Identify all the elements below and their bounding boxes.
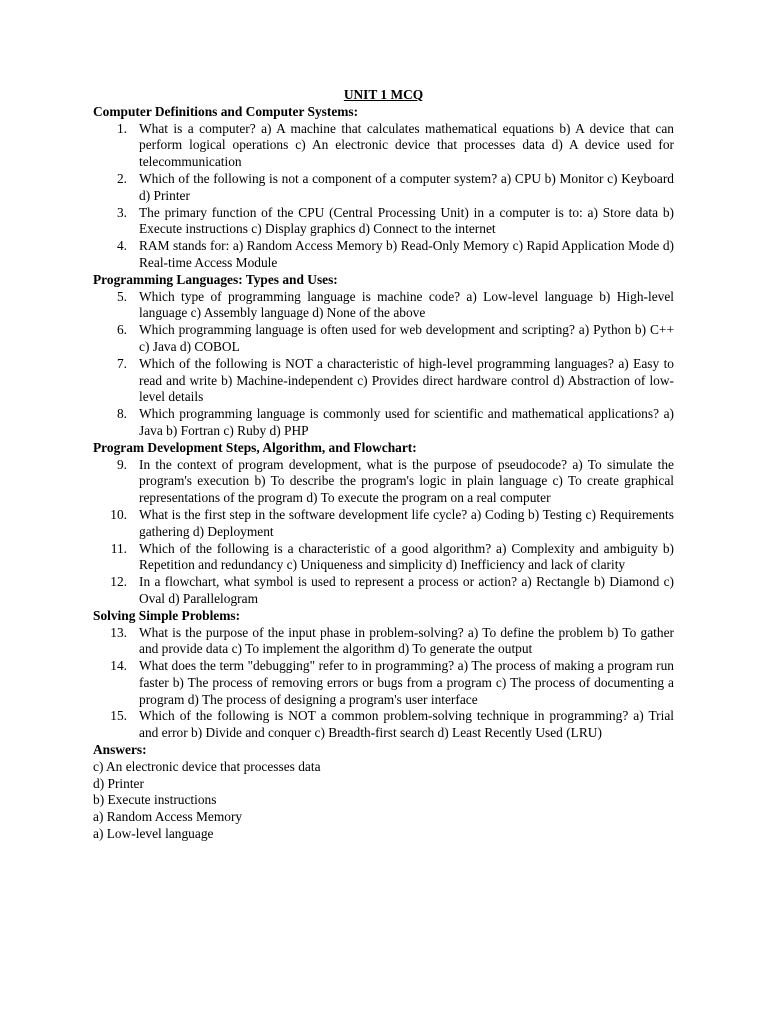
question-text: What is the first step in the software development life cycle? a) Coding b) Testing c) Requirements gathering d) Deployment — [139, 506, 674, 539]
question-item — [93, 507, 674, 541]
answers-heading: Answers: — [93, 742, 147, 758]
question-item — [93, 121, 674, 171]
question-item — [93, 708, 674, 742]
question-number: 7. — [116, 355, 127, 371]
question-item — [93, 574, 674, 608]
question-number: 2. — [116, 170, 127, 186]
question-text: In a flowchart, what symbol is used to represent a process or action? a) Rectangle b) Diamond c) Oval d) Parallelogram — [139, 574, 674, 606]
section-solving-problems — [93, 608, 674, 742]
question-list — [93, 121, 674, 272]
question-item — [93, 356, 674, 406]
question-item — [93, 205, 674, 239]
question-item — [93, 658, 674, 708]
question-text: The primary function of the CPU (Central Processing Unit) in a computer is to: a) Store data b) Execute instructions c) Display graphics d) Connect to the internet — [139, 204, 674, 237]
answer-line: a) Random Access Memory — [93, 809, 243, 825]
question-number: 13. — [110, 624, 127, 640]
question-item — [93, 457, 674, 507]
question-list — [93, 625, 674, 743]
question-text: Which of the following is NOT a common problem-solving technique in programming? a) Trial and error b) Divide and conquer c) Breadth-first search d) Least Recently Used (LRU) — [139, 708, 674, 741]
question-number: 5. — [116, 288, 127, 304]
question-item — [93, 625, 674, 659]
question-number: 4. — [116, 238, 127, 254]
question-number: 3. — [116, 204, 127, 220]
question-text: Which programming language is often used for web development and scripting? a) Python b) C++ c) Java d) COBOL — [139, 322, 674, 354]
question-text: Which of the following is NOT a characteristic of high-level programming languages? a) Easy to read and write b) Machine-independent c) Provides direct hardware control d) Abstraction of low-level details — [139, 355, 674, 405]
question-number: 14. — [110, 658, 127, 674]
question-text: In the context of program development, what is the purpose of pseudocode? a) To simulate the program's execution b) To describe the program's logic in plain language c) To create graphical representations of the program d) To execute the program on a real computer — [139, 456, 674, 506]
question-list — [93, 289, 674, 440]
question-text: Which programming language is commonly used for scientific and mathematical applications? a) Java b) Fortran c) Ruby d) PHP — [139, 406, 674, 438]
question-text: RAM stands for: a) Random Access Memory b) Read-Only Memory c) Rapid Application Mode d) Real-time Access Module — [139, 238, 674, 270]
question-item — [93, 541, 674, 575]
question-text: What is a computer? a) A machine that calculates mathematical equations b) A device that can perform logical operations c) An electronic device that processes data d) A device used for telecommunication — [139, 120, 674, 170]
question-number: 8. — [116, 406, 127, 422]
question-text: What does the term "debugging" refer to in programming? a) The process of making a program run faster b) The process of removing errors or bugs from a program c) The process of documenting a program d) The process of designing a program's user interface — [139, 658, 674, 707]
question-item — [93, 289, 674, 323]
question-item — [93, 238, 674, 272]
section-program-development — [93, 440, 674, 608]
question-number: 9. — [116, 456, 127, 472]
question-number: 12. — [110, 574, 127, 590]
section-heading: Computer Definitions and Computer Systems: — [93, 103, 359, 119]
question-list — [93, 457, 674, 608]
question-number: 1. — [116, 120, 127, 136]
question-number: 11. — [110, 540, 127, 556]
answer-line: b) Execute instructions — [93, 792, 217, 808]
answer-line: a) Low-level language — [93, 826, 214, 842]
section-heading: Programming Languages: Types and Uses: — [93, 271, 338, 287]
question-item — [93, 171, 674, 205]
question-text: Which of the following is not a component of a computer system? a) CPU b) Monitor c) Keyboard d) Printer — [139, 170, 674, 203]
question-item — [93, 406, 674, 440]
section-heading: Solving Simple Problems: — [93, 607, 241, 623]
answers-section — [93, 742, 674, 843]
question-number: 6. — [116, 322, 127, 338]
section-computer-definitions — [93, 104, 674, 272]
section-programming-languages — [93, 272, 674, 440]
answer-line: d) Printer — [93, 775, 144, 791]
question-number: 10. — [110, 506, 127, 522]
question-item — [93, 322, 674, 356]
question-number: 15. — [110, 708, 127, 724]
question-text: Which type of programming language is machine code? a) Low-level language b) High-level language c) Assembly language d) None of the above — [139, 288, 674, 321]
section-heading: Program Development Steps, Algorithm, and Flowchart: — [93, 439, 417, 455]
answer-line: c) An electronic device that processes data — [93, 758, 321, 774]
question-text: Which of the following is a characteristic of a good algorithm? a) Complexity and ambiguity b) Repetition and redundancy c) Uniqueness and simplicity d) Inefficiency and lack of clarity — [139, 540, 674, 573]
question-text: What is the purpose of the input phase in problem-solving? a) To define the problem b) To gather and provide data c) To implement the algorithm d) To generate the output — [139, 624, 674, 657]
document-title: UNIT 1 MCQ — [343, 87, 424, 102]
